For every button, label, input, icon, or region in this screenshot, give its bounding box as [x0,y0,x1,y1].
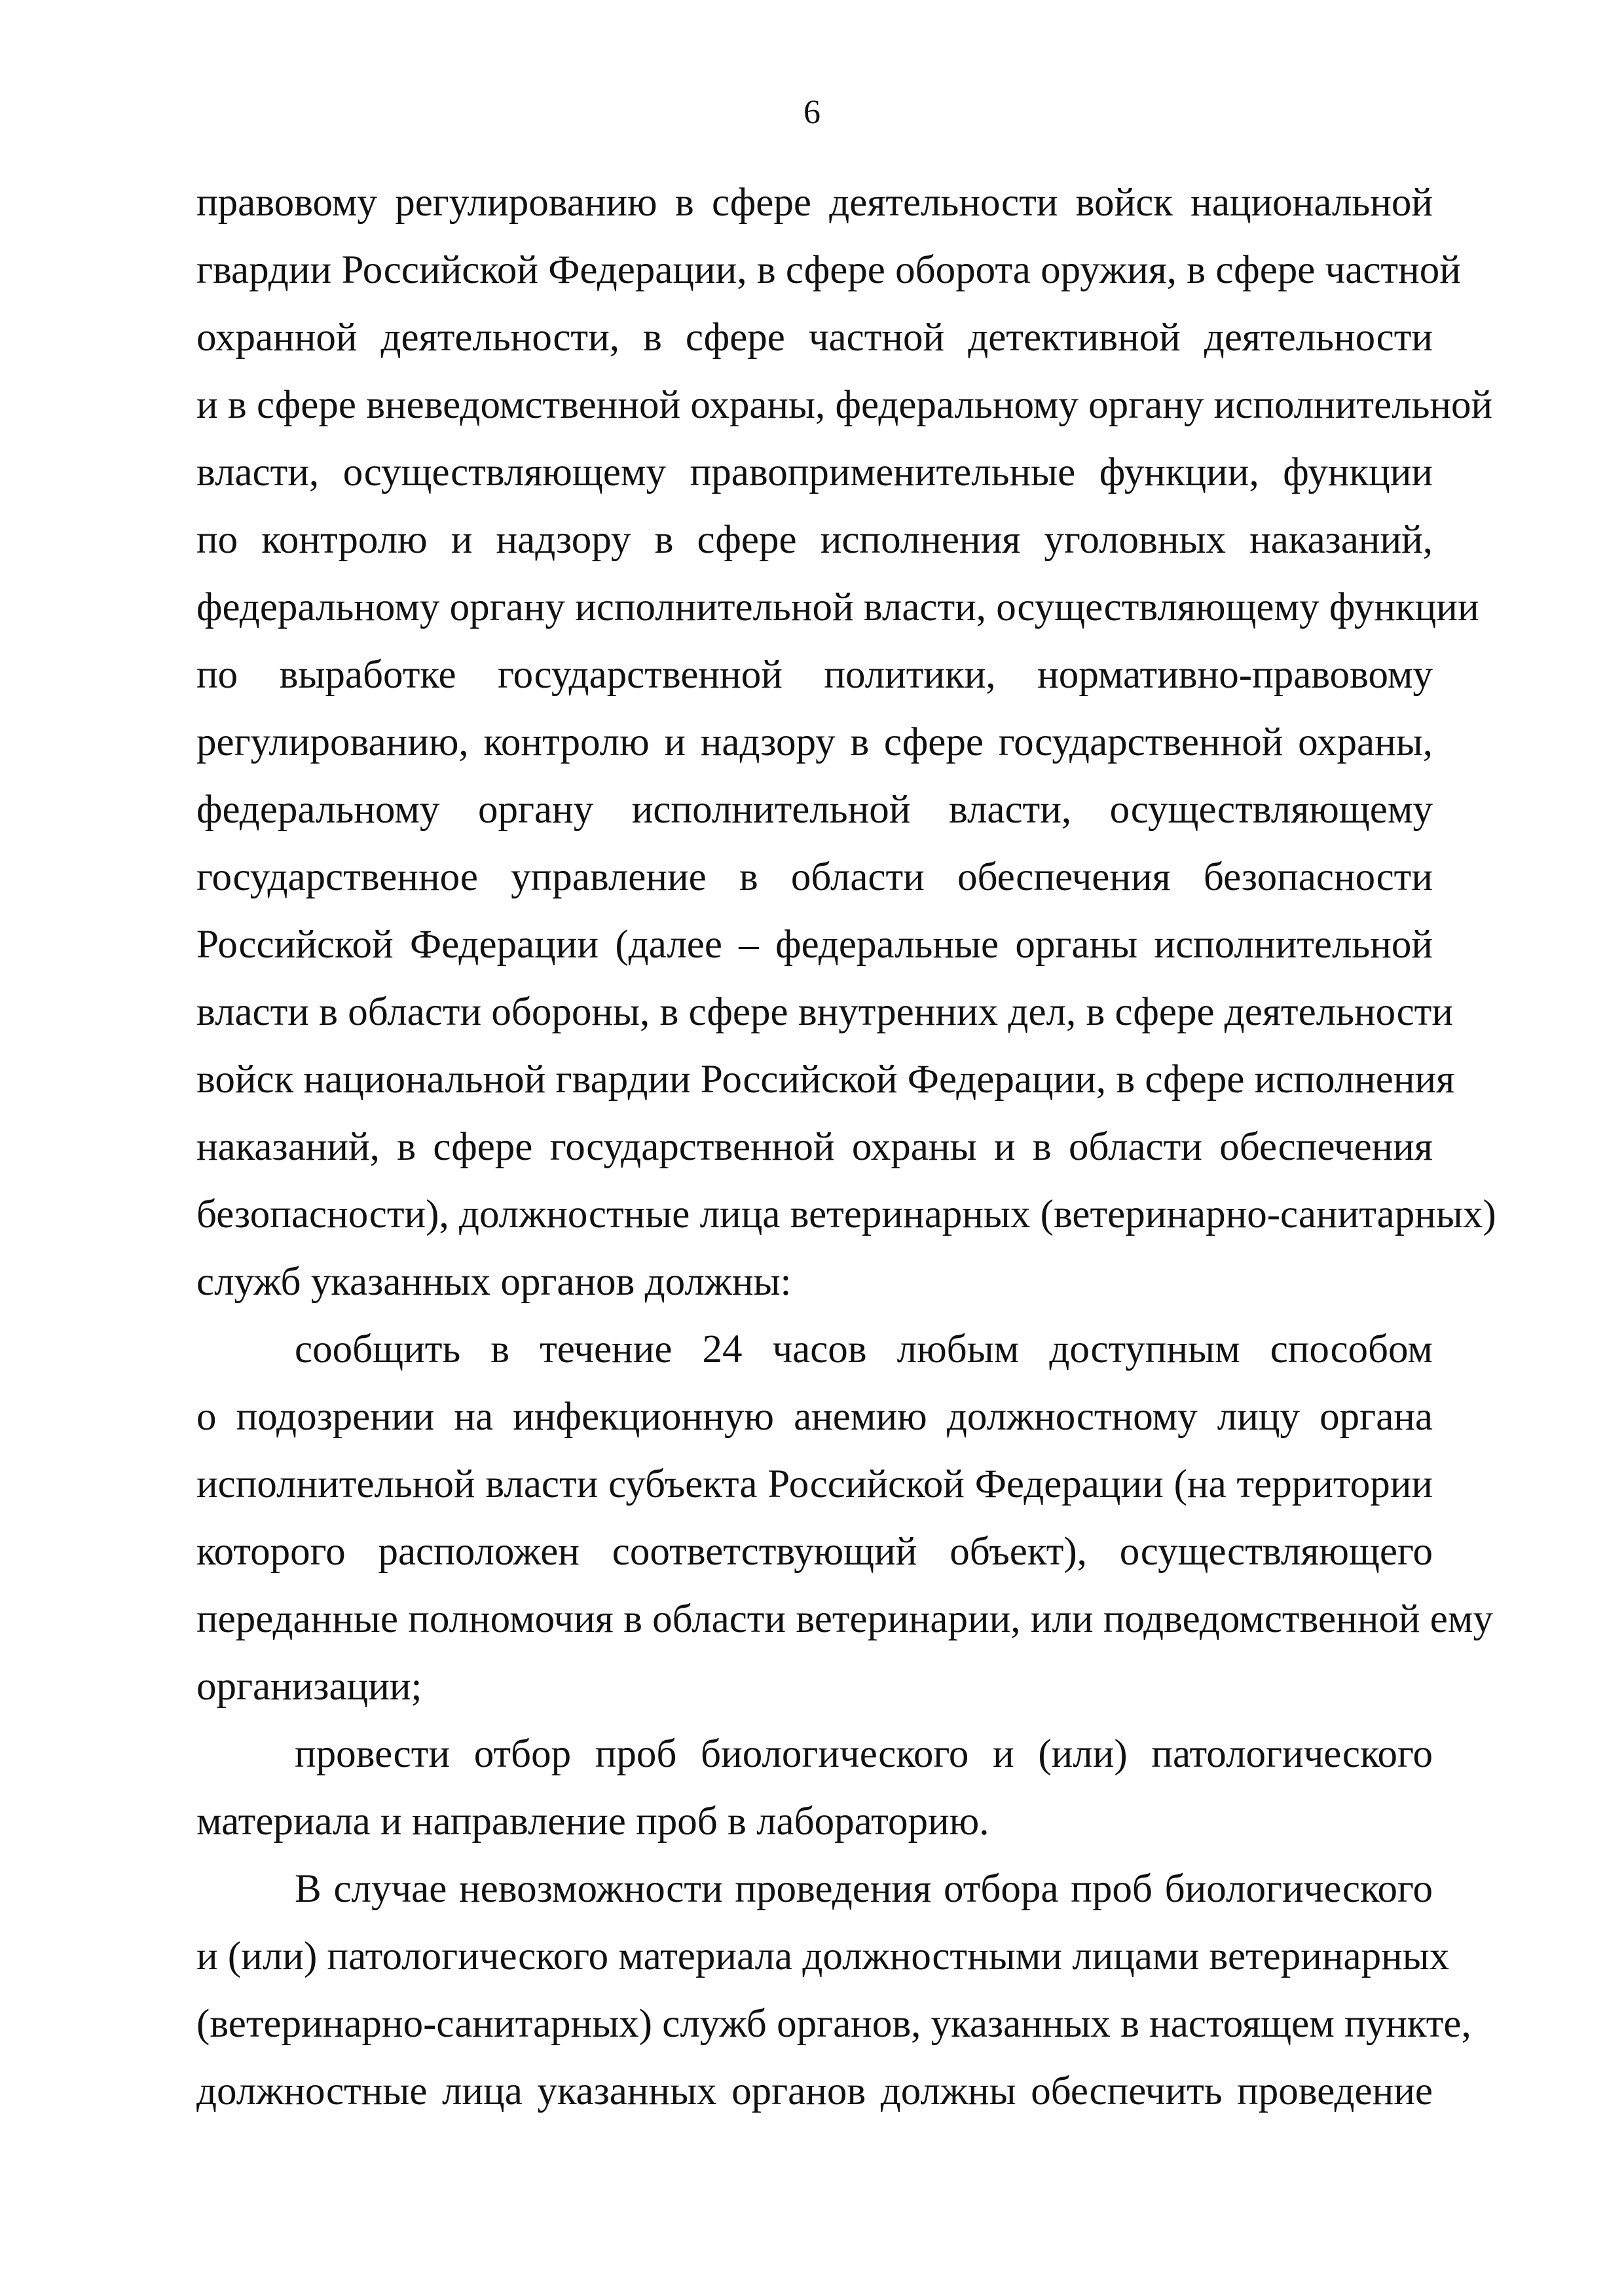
text-line: материала и направление проб в лабораторию. [196,1800,989,1843]
text-line: по контролю и надзору в сфере исполнения уголовных наказаний, [196,518,1433,562]
text-line: наказаний, в сфере государственной охраны и в области обеспечения [196,1125,1433,1169]
text-line: власти в области обороны, в сфере внутренних дел, в сфере деятельности [196,990,1453,1034]
page-number: 6 [803,94,821,131]
text-line: Российской Федерации (далее – федеральные органы исполнительной [196,923,1433,967]
text-line: должностные лица указанных органов должны обеспечить проведение [196,2069,1433,2113]
text-line: организации; [196,1665,422,1709]
text-line: В случае невозможности проведения отбора проб биологического [295,1867,1433,1911]
text-line: сообщить в течение 24 часов любым доступным способом [295,1327,1433,1371]
text-line: (ветеринарно-санитарных) служб органов, указанных в настоящем пункте, [196,2002,1471,2046]
text-line: и в сфере вневедомственной охраны, федеральному органу исполнительной [196,383,1493,427]
text-line: охранной деятельности, в сфере частной детективной деятельности [196,316,1433,360]
text-line: о подозрении на инфекционную анемию должностному лицу органа [196,1395,1433,1439]
text-line: федеральному органу исполнительной власти, осуществляющему функции [196,585,1479,629]
text-line: безопасности), должностные лица ветеринарных (ветеринарно-санитарных) [196,1193,1496,1236]
text-line: государственное управление в области обеспечения безопасности [196,855,1433,899]
text-line: исполнительной власти субъекта Российской Федерации (на территории [196,1462,1433,1506]
text-line: власти, осуществляющему правоприменительные функции, функции [196,451,1433,494]
text-line: правовому регулированию в сфере деятельности войск национальной [196,181,1433,225]
text-line: регулированию, контролю и надзору в сфере государственной охраны, [196,720,1433,764]
text-line: служб указанных органов должны: [196,1260,792,1304]
text-line: которого расположен соответствующий объект), осуществляющего [196,1530,1433,1574]
text-line: по выработке государственной политики, нормативно-правовому [196,653,1433,697]
text-line: гвардии Российской Федерации, в сфере оборота оружия, в сфере частной [196,248,1461,292]
text-line: и (или) патологического материала должностными лицами ветеринарных [196,1935,1450,1978]
body-text [196,169,1496,2125]
text-line: переданные полномочия в области ветеринарии, или подведомственной ему [196,1597,1493,1641]
text-line: провести отбор проб биологического и (или) патологического [295,1732,1433,1776]
text-line: войск национальной гвардии Российской Федерации, в сфере исполнения [196,1058,1455,1102]
text-line: федеральному органу исполнительной власти, осуществляющему [196,788,1433,832]
